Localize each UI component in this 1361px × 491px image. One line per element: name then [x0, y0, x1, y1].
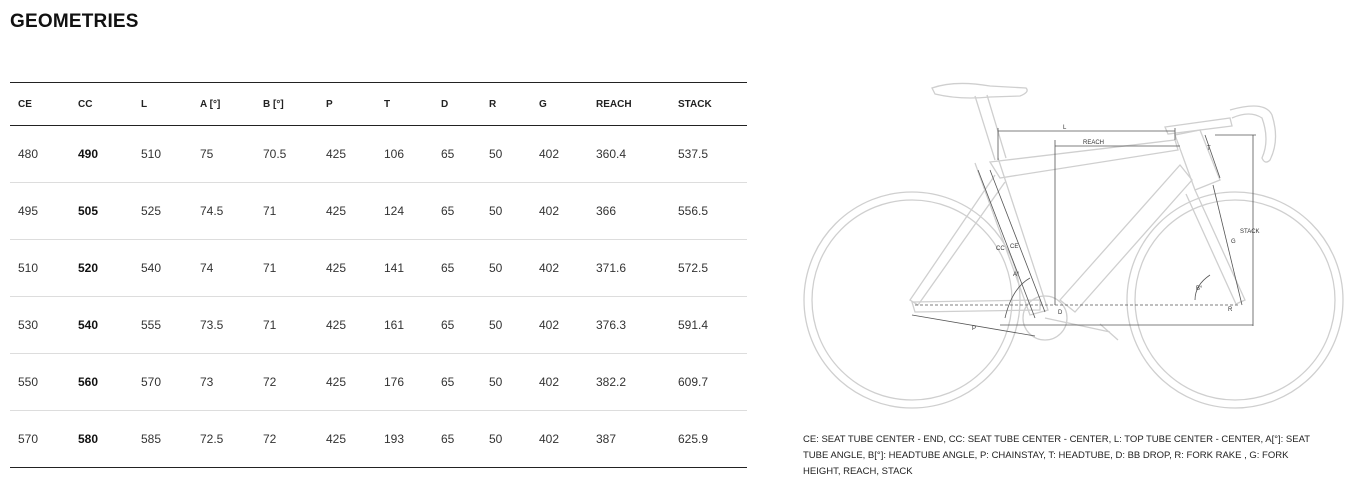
label-r: R [1228, 307, 1233, 313]
table-cell: 65 [433, 240, 481, 297]
table-cell: 124 [376, 183, 433, 240]
table-cell: 65 [433, 126, 481, 183]
table-cell: 580 [70, 411, 133, 468]
table-cell: 555 [133, 297, 192, 354]
table-cell: 50 [481, 240, 531, 297]
table-row [10, 183, 747, 240]
front-wheel [1127, 192, 1343, 408]
table-cell: 585 [133, 411, 192, 468]
table-cell: 72 [255, 411, 318, 468]
table-cell: 50 [481, 411, 531, 468]
table-cell: 65 [433, 183, 481, 240]
table-cell: 490 [70, 126, 133, 183]
table-cell: 402 [531, 183, 588, 240]
chain-stay [912, 300, 1040, 312]
label-p: P [972, 326, 977, 332]
table-cell: 73.5 [192, 297, 255, 354]
table-cell: 625.9 [670, 411, 747, 468]
table-cell: 425 [318, 126, 376, 183]
saddle [932, 83, 1027, 98]
label-a: A° [1013, 272, 1020, 278]
table-cell: 425 [318, 411, 376, 468]
page-title: GEOMETRIES [10, 11, 139, 32]
table-cell: 510 [133, 126, 192, 183]
table-cell: 402 [531, 297, 588, 354]
table-cell: 556.5 [670, 183, 747, 240]
table-cell: 65 [433, 354, 481, 411]
table-cell: 402 [531, 354, 588, 411]
table-cell: 50 [481, 297, 531, 354]
table-cell: 74 [192, 240, 255, 297]
col-header: CE [10, 83, 70, 126]
table-cell: 402 [531, 126, 588, 183]
table-cell: 387 [588, 411, 670, 468]
table-cell: 71 [255, 240, 318, 297]
table-cell: 50 [481, 354, 531, 411]
table-cell: 75 [192, 126, 255, 183]
table-cell: 537.5 [670, 126, 747, 183]
table-cell: 74.5 [192, 183, 255, 240]
table-row [10, 354, 747, 411]
table-cell: 65 [433, 411, 481, 468]
table-cell: 71 [255, 183, 318, 240]
col-header: STACK [670, 83, 747, 126]
rear-wheel-rim [812, 200, 1012, 400]
table-row [10, 240, 747, 297]
seatpost [975, 95, 1006, 160]
table-cell: 572.5 [670, 240, 747, 297]
table-cell: 50 [481, 126, 531, 183]
bike-geometry-diagram [800, 70, 1355, 430]
table-cell: 71 [255, 297, 318, 354]
table-cell: 570 [133, 354, 192, 411]
label-g: G [1231, 239, 1236, 245]
table-cell: 495 [10, 183, 70, 240]
col-header: T [376, 83, 433, 126]
table-cell: 425 [318, 240, 376, 297]
geometry-table [10, 82, 747, 468]
table-cell: 560 [70, 354, 133, 411]
table-cell: 72 [255, 354, 318, 411]
table-row [10, 411, 747, 468]
table-cell: 73 [192, 354, 255, 411]
down-tube [1060, 165, 1192, 312]
label-d: D [1058, 310, 1063, 316]
table-cell: 106 [376, 126, 433, 183]
table-cell: 530 [10, 297, 70, 354]
table-cell: 540 [70, 297, 133, 354]
table-cell: 402 [531, 411, 588, 468]
table-cell: 505 [70, 183, 133, 240]
col-header: REACH [588, 83, 670, 126]
table-cell: 425 [318, 354, 376, 411]
table-cell: 480 [10, 126, 70, 183]
col-header: CC [70, 83, 133, 126]
col-header: B [°] [255, 83, 318, 126]
label-b: B° [1196, 286, 1203, 292]
label-l: L [1063, 125, 1067, 131]
table-cell: 176 [376, 354, 433, 411]
table-cell: 382.2 [588, 354, 670, 411]
table-cell: 525 [133, 183, 192, 240]
table-row [10, 126, 747, 183]
table-cell: 65 [433, 297, 481, 354]
table-cell: 540 [133, 240, 192, 297]
table-cell: 520 [70, 240, 133, 297]
table-cell: 70.5 [255, 126, 318, 183]
table-cell: 402 [531, 240, 588, 297]
col-header: R [481, 83, 531, 126]
col-header: D [433, 83, 481, 126]
table-cell: 609.7 [670, 354, 747, 411]
table-cell: 591.4 [670, 297, 747, 354]
table-cell: 425 [318, 297, 376, 354]
col-header: L [133, 83, 192, 126]
col-header: P [318, 83, 376, 126]
rear-wheel [804, 192, 1020, 408]
label-cc: CC [996, 246, 1005, 252]
table-cell: 425 [318, 183, 376, 240]
table-cell: 50 [481, 183, 531, 240]
table-cell: 510 [10, 240, 70, 297]
geometry-legend: CE: SEAT TUBE CENTER - END, CC: SEAT TUBE CENTER - CENTER, L: TOP TUBE CENTER - CENTER, A[°]: SEAT TUBE ANGLE, B[°]: HEADTUBE ANGLE, P: CHAINSTAY, T: HEADTUBE, D: BB DROP, R: FORK RAKE , G: FORK HEIGHT, REACH, STACK [803, 434, 1310, 477]
table-cell: 141 [376, 240, 433, 297]
table-cell: 376.3 [588, 297, 670, 354]
fork [1186, 190, 1245, 304]
front-wheel-rim [1135, 200, 1335, 400]
table-row [10, 297, 747, 354]
table-cell: 193 [376, 411, 433, 468]
table-cell: 366 [588, 183, 670, 240]
table-header-row [10, 83, 747, 126]
table-cell: 371.6 [588, 240, 670, 297]
table-cell: 72.5 [192, 411, 255, 468]
seat-stay [910, 175, 1005, 305]
col-header: A [°] [192, 83, 255, 126]
label-stack: STACK [1240, 229, 1260, 235]
table-cell: 360.4 [588, 126, 670, 183]
head-tube [1175, 130, 1220, 190]
label-t: T [1207, 146, 1211, 152]
label-ce: CE [1010, 244, 1019, 250]
table-cell: 550 [10, 354, 70, 411]
table-cell: 161 [376, 297, 433, 354]
table-cell: 570 [10, 411, 70, 468]
col-header: G [531, 83, 588, 126]
label-reach: REACH [1083, 140, 1105, 146]
